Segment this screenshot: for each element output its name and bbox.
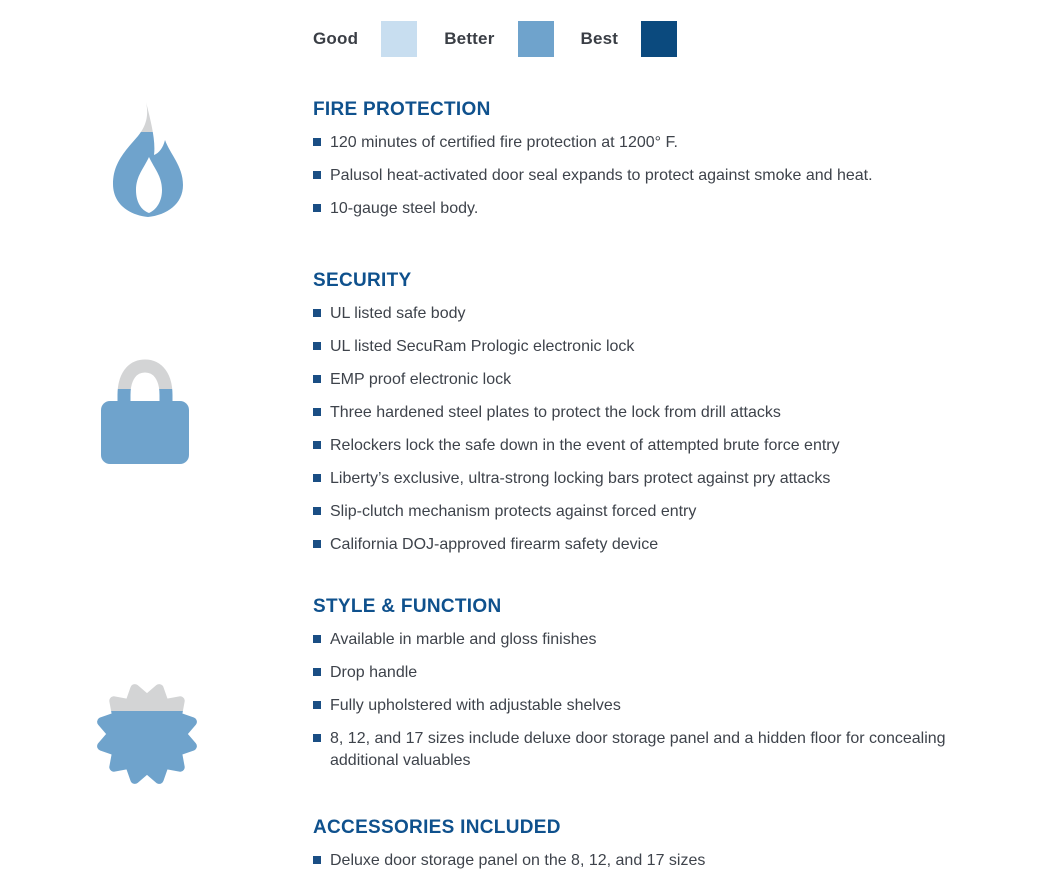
- feature-text: Slip-clutch mechanism protects against forced entry: [330, 503, 697, 520]
- feature-text: Fully upholstered with adjustable shelves: [330, 697, 621, 714]
- feature-text: UL listed safe body: [330, 305, 466, 322]
- feature-item: [313, 132, 990, 154]
- section-title-fire-protection: FIRE PROTECTION: [313, 99, 491, 120]
- feature-text: Liberty’s exclusive, ultra-strong locking bars protect against pry attacks: [330, 470, 831, 487]
- feature-item: [313, 695, 990, 717]
- bullet-square-icon: [313, 441, 321, 449]
- accessories-feature-list: [313, 850, 993, 872]
- section-accessories-included: [313, 817, 993, 883]
- bullet-square-icon: [313, 171, 321, 179]
- feature-text: Deluxe door storage panel on the 8, 12, and 17 sizes: [330, 852, 706, 869]
- bullet-square-icon: [313, 342, 321, 350]
- burst-icon: [95, 682, 199, 786]
- bullet-square-icon: [313, 734, 321, 742]
- legend-label-better: Better: [444, 29, 495, 48]
- style-function-feature-list: [313, 629, 993, 772]
- feature-item: [313, 662, 990, 684]
- bullet-square-icon: [313, 540, 321, 548]
- bullet-square-icon: [313, 375, 321, 383]
- bullet-square-icon: [313, 856, 321, 864]
- legend-item-better: [444, 21, 553, 57]
- feature-item: [313, 728, 990, 772]
- bullet-square-icon: [313, 204, 321, 212]
- feature-text: 10-gauge steel body.: [330, 200, 479, 217]
- feature-item: [313, 369, 990, 391]
- rating-legend: [313, 21, 704, 57]
- section-security: [313, 270, 993, 567]
- feature-text: Three hardened steel plates to protect the lock from drill attacks: [330, 404, 781, 421]
- legend-label-good: Good: [313, 29, 359, 48]
- section-title-accessories-included: ACCESSORIES INCLUDED: [313, 817, 561, 838]
- feature-text: UL listed SecuRam Prologic electronic lock: [330, 338, 635, 355]
- feature-text: Drop handle: [330, 664, 418, 681]
- bullet-square-icon: [313, 408, 321, 416]
- flame-icon: [108, 102, 188, 217]
- legend-label-best: Best: [580, 29, 619, 48]
- legend-item-good: [313, 21, 417, 57]
- section-title-security: SECURITY: [313, 270, 412, 291]
- feature-text: 8, 12, and 17 sizes include deluxe door storage panel and a hidden floor for concealing additional valuables: [330, 730, 946, 769]
- bullet-square-icon: [313, 138, 321, 146]
- bullet-square-icon: [313, 701, 321, 709]
- feature-item: [313, 165, 990, 187]
- section-style-function: [313, 596, 993, 783]
- legend-swatch-good-icon: [381, 21, 417, 57]
- feature-item: [313, 336, 990, 358]
- feature-text: Relockers lock the safe down in the event of attempted brute force entry: [330, 437, 840, 454]
- bullet-square-icon: [313, 309, 321, 317]
- legend-swatch-best-icon: [641, 21, 677, 57]
- section-fire-protection: [313, 99, 993, 231]
- section-title-style-function: STYLE & FUNCTION: [313, 596, 502, 617]
- feature-item: [313, 198, 990, 220]
- feature-item: [313, 501, 990, 523]
- feature-item: [313, 435, 990, 457]
- feature-text: Palusol heat-activated door seal expands to protect against smoke and heat.: [330, 167, 873, 184]
- bullet-square-icon: [313, 668, 321, 676]
- legend-item-best: [581, 21, 678, 57]
- feature-text: Available in marble and gloss finishes: [330, 631, 597, 648]
- feature-item: [313, 468, 990, 490]
- feature-item: [313, 402, 990, 424]
- security-feature-list: [313, 303, 993, 556]
- feature-text: 120 minutes of certified fire protection at 1200° F.: [330, 134, 678, 151]
- lock-icon: [100, 357, 190, 464]
- feature-item: [313, 629, 990, 651]
- feature-text: EMP proof electronic lock: [330, 371, 512, 388]
- legend-swatch-better-icon: [518, 21, 554, 57]
- bullet-square-icon: [313, 635, 321, 643]
- bullet-square-icon: [313, 507, 321, 515]
- fire-protection-feature-list: [313, 132, 993, 220]
- feature-item: [313, 534, 990, 556]
- feature-item: [313, 303, 990, 325]
- feature-text: California DOJ-approved firearm safety device: [330, 536, 659, 553]
- bullet-square-icon: [313, 474, 321, 482]
- feature-item: [313, 850, 990, 872]
